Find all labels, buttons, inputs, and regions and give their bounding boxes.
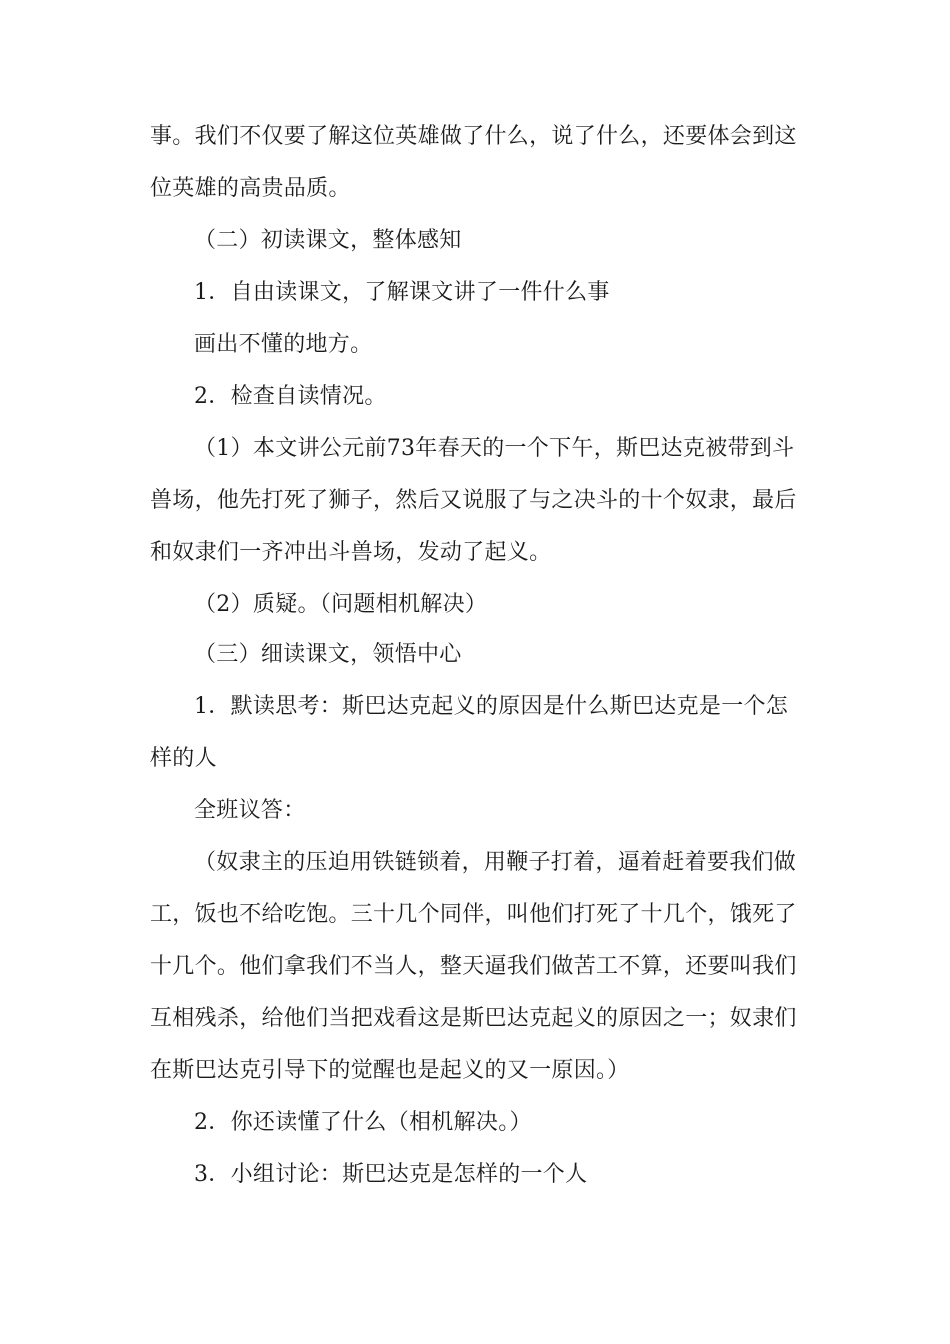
paragraph-line: 互相残杀，给他们当把戏看这是斯巴达克起义的原因之一；奴隶们 [150, 1006, 797, 1031]
paragraph-line: （奴隶主的压迫用铁链锁着，用鞭子打着，逼着赶着要我们做 [194, 850, 797, 875]
paragraph-line: （1）本文讲公元前73年春天的一个下午，斯巴达克被带到斗 [194, 436, 795, 461]
paragraph-line: 和奴隶们一齐冲出斗兽场，发动了起义。 [150, 540, 552, 565]
section-heading: （三）细读课文，领悟中心 [194, 642, 462, 667]
paragraph-line: 在斯巴达克引导下的觉醒也是起义的又一原因。） [150, 1058, 630, 1083]
paragraph-line: 工，饭也不给吃饱。三十几个同伴，叫他们打死了十几个，饿死了 [150, 902, 797, 927]
paragraph-line: 全班议答： [194, 798, 306, 823]
paragraph-line: 3．小组讨论：斯巴达克是怎样的一个人 [194, 1162, 588, 1187]
paragraph-line: 十几个。他们拿我们不当人，整天逼我们做苦工不算，还要叫我们 [150, 954, 797, 979]
paragraph-line: 2．检查自读情况。 [194, 384, 387, 409]
paragraph-line: 1．自由读课文，了解课文讲了一件什么事 [194, 280, 610, 305]
paragraph-line: 样的人 [150, 746, 217, 771]
paragraph-line: （2）质疑。（问题相机解决） [194, 592, 488, 617]
paragraph-line: 2．你还读懂了什么（相机解决。） [194, 1110, 532, 1135]
paragraph-line: 1．默读思考：斯巴达克起义的原因是什么斯巴达克是一个怎 [194, 694, 789, 719]
paragraph-line: 画出不懂的地方。 [194, 332, 373, 357]
paragraph-line: 位英雄的高贵品质。 [150, 176, 351, 201]
paragraph-line: 事。我们不仅要了解这位英雄做了什么，说了什么，还要体会到这 [150, 124, 797, 149]
section-heading: （二）初读课文，整体感知 [194, 228, 462, 253]
paragraph-line: 兽场，他先打死了狮子，然后又说服了与之决斗的十个奴隶，最后 [150, 488, 797, 513]
